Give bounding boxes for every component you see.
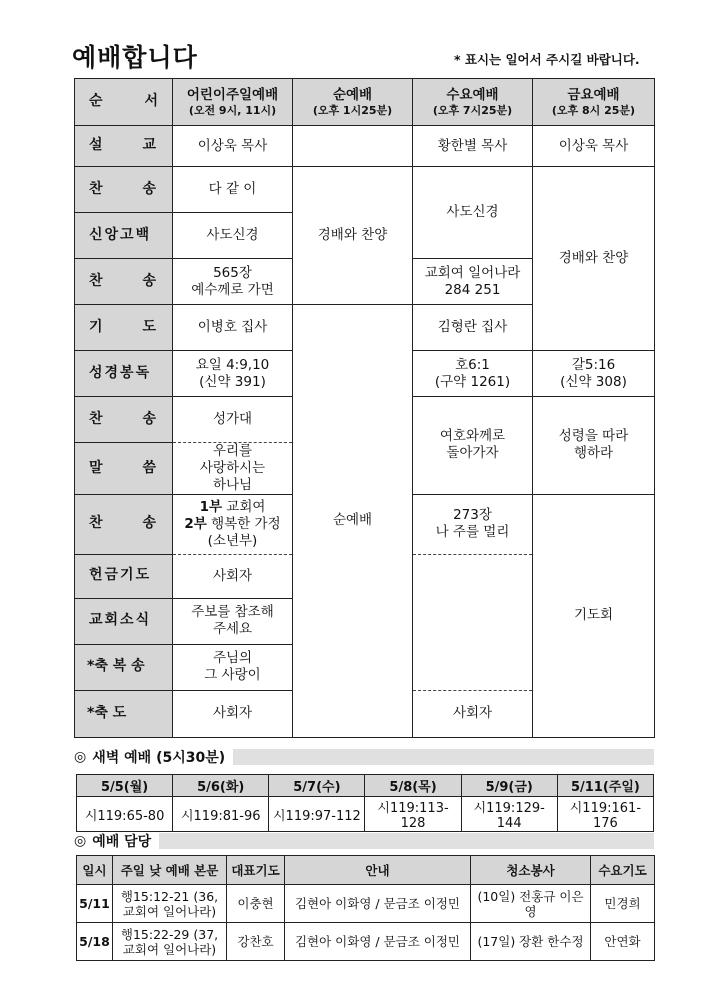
sun-service: 순예배 [293,305,413,738]
fri-reading: 갈5:16 (신약 308) [533,351,655,397]
children-offering: 사회자 [173,554,293,598]
wed-message: 여호와께로 돌아가자 [413,397,533,495]
children-hymn-2: 565장 예수께로 가면 [173,259,293,305]
duty-row [77,885,655,923]
dawn-reading: 시119:81-96 [173,797,269,832]
row-label-news: 교회소식 [75,598,173,644]
row-label-hymn: 찬 송 [75,259,173,305]
header-order: 순 서 [75,79,173,126]
children-creed: 사도신경 [173,213,293,259]
row-label-benediction: *축 도 [75,690,173,737]
duty-header: 청소봉사 [471,856,591,885]
duty-guide: 김현아 이화영 / 문금조 이정민 [285,923,471,961]
row-label-hymn: 찬 송 [75,167,173,213]
duty-text: 행15:12-21 (36, 교회여 일어나라) [113,885,227,923]
dawn-day: 5/9(금) [461,775,557,797]
dawn-day: 5/11(주일) [557,775,653,797]
duty-wed-prayer: 민경희 [591,885,655,923]
duty-header: 일시 [77,856,113,885]
dawn-days-row [77,775,654,797]
header-wed: 수요예배 (오후 7시25분) [413,79,533,126]
row-label-blessing-song: *축 복 송 [75,644,173,690]
wed-sermon: 황한별 목사 [413,126,533,167]
section-bar [233,749,654,765]
children-sermon: 이상욱 목사 [173,126,293,167]
dawn-reading: 시119:129-144 [461,797,557,832]
wed-hymn-2: 273장 나 주를 멀리 [413,494,533,554]
duty-section-heading: ◎ 예배 담당 [74,832,654,850]
section-bar [159,833,654,849]
standing-note: * 표시는 일어서 주시길 바랍니다. [454,52,640,67]
children-message: 우리를 사랑하시는 하나님 [173,443,293,495]
page-title: 예배합니다 [72,43,198,72]
worship-order-table [74,78,655,738]
wed-hymn: 교회여 일어나라 284 251 [413,259,533,305]
sun-sermon [293,126,413,167]
header-row [75,79,655,126]
duty-header-row [77,856,655,885]
duty-clean: (10일) 전홍규 이은영 [471,885,591,923]
children-blessing-song: 주님의 그 사랑이 [173,644,293,690]
duty-table [76,855,655,961]
duty-prayer: 이충현 [227,885,285,923]
fri-sermon: 이상욱 목사 [533,126,655,167]
children-hymn-3: 성가대 [173,397,293,443]
duty-row [77,923,655,961]
dawn-section-heading: ◎ 새벽 예배 (5시30분) [74,748,654,766]
duty-date: 5/18 [77,923,113,961]
dawn-day: 5/8(목) [365,775,461,797]
duty-wed-prayer: 안연화 [591,923,655,961]
children-hymn-4: 1부 교회여 2부 행복한 가정 (소년부) [173,494,293,554]
row-label-creed: 신앙고백 [75,213,173,259]
dawn-reading: 시119:161-176 [557,797,653,832]
wed-benediction: 사회자 [413,690,533,737]
duty-clean: (17일) 장환 한수정 [471,923,591,961]
duty-header: 주일 낮 예배 본문 [113,856,227,885]
dawn-day: 5/6(화) [173,775,269,797]
wed-prayer: 김형란 집사 [413,305,533,351]
duty-guide: 김현아 이화영 / 문금조 이정민 [285,885,471,923]
children-benediction: 사회자 [173,690,293,737]
wed-reading: 호6:1 (구약 1261) [413,351,533,397]
dawn-readings-row [77,797,654,832]
duty-date: 5/11 [77,885,113,923]
header-children: 어린이주일예배 (오전 9시, 11시) [173,79,293,126]
bullet-circle-icon: ◎ [74,749,87,765]
children-hymn: 다 같 이 [173,167,293,213]
wed-creed: 사도신경 [413,167,533,259]
row-label-message: 말 씀 [75,443,173,495]
row-label-hymn: 찬 송 [75,494,173,554]
header-sun: 순예배 (오후 1시25분) [293,79,413,126]
dawn-reading: 시119:65-80 [77,797,173,832]
duty-prayer: 강찬호 [227,923,285,961]
bullet-circle-icon: ◎ [74,833,87,849]
row-label-prayer: 기 도 [75,305,173,351]
dawn-day: 5/7(수) [269,775,365,797]
sun-worship: 경배와 찬양 [293,167,413,305]
dawn-reading: 시119:97-112 [269,797,365,832]
duty-header: 안내 [285,856,471,885]
fri-prayer-meeting: 기도회 [533,494,655,737]
wed-empty [413,554,533,690]
duty-header: 수요기도 [591,856,655,885]
duty-header: 대표기도 [227,856,285,885]
row-label-sermon: 설 교 [75,126,173,167]
children-reading: 요일 4:9,10 (신약 391) [173,351,293,397]
fri-worship: 경배와 찬양 [533,167,655,351]
children-news: 주보를 참조해 주세요 [173,598,293,644]
children-prayer: 이병호 집사 [173,305,293,351]
dawn-table [76,774,654,832]
duty-text: 행15:22-29 (37, 교회여 일어나라) [113,923,227,961]
header-fri: 금요예배 (오후 8시 25분) [533,79,655,126]
fri-message: 성령을 따라 행하라 [533,397,655,495]
row-label-reading: 성경봉독 [75,351,173,397]
row-label-offering: 헌금기도 [75,554,173,598]
row-label-hymn: 찬 송 [75,397,173,443]
dawn-day: 5/5(월) [77,775,173,797]
dawn-reading: 시119:113-128 [365,797,461,832]
